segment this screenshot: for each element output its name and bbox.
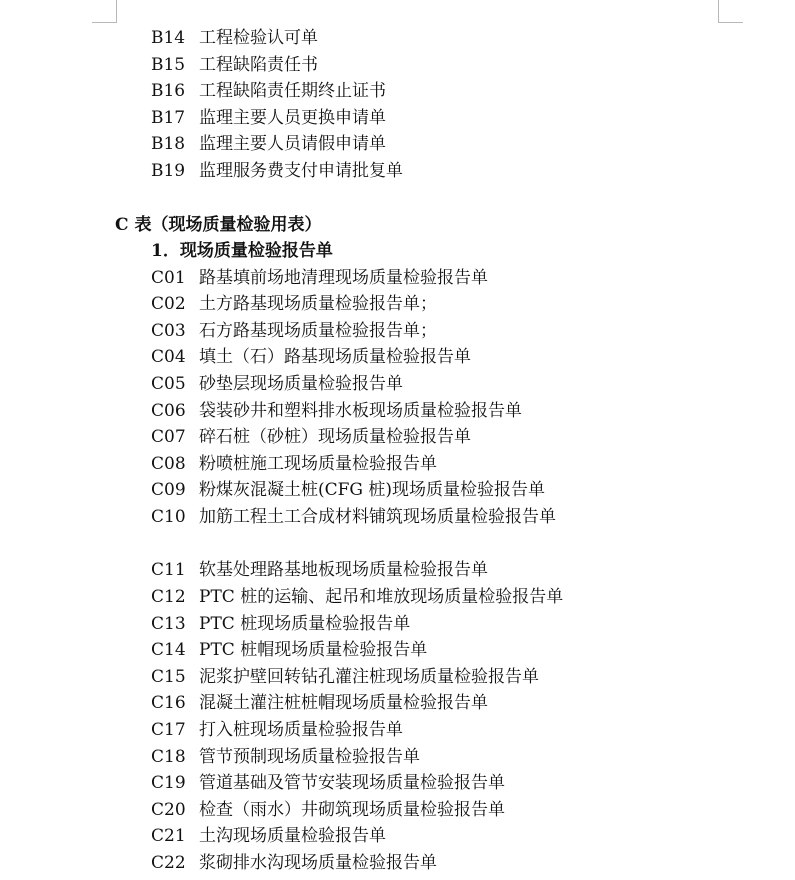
item-label: 填土（石）路基现场质量检验报告单 bbox=[199, 347, 471, 367]
list-item bbox=[151, 78, 386, 104]
item-label: 粉喷桩施工现场质量检验报告单 bbox=[199, 454, 437, 474]
subsection-heading: 1．现场质量检验报告单 bbox=[151, 241, 333, 261]
item-label: 石方路基现场质量检验报告单； bbox=[199, 321, 437, 341]
list-item bbox=[151, 344, 471, 370]
item-code: C14 bbox=[151, 640, 186, 660]
list-item bbox=[151, 451, 437, 477]
item-code: C10 bbox=[151, 507, 186, 527]
item-label: 工程缺陷责任期终止证书 bbox=[199, 81, 386, 101]
item-label: 监理主要人员更换申请单 bbox=[199, 108, 386, 128]
item-code: C11 bbox=[151, 560, 186, 580]
item-label: 泥浆护壁回转钻孔灌注桩现场质量检验报告单 bbox=[199, 667, 539, 687]
item-code: C07 bbox=[151, 427, 186, 447]
list-item bbox=[151, 611, 410, 637]
list-item bbox=[151, 318, 437, 344]
item-label: 碎石桩（砂桩）现场质量检验报告单 bbox=[199, 427, 471, 447]
item-code: C18 bbox=[151, 747, 186, 767]
item-label: 粉煤灰混凝土桩(CFG 桩)现场质量检验报告单 bbox=[199, 480, 546, 500]
list-item bbox=[151, 744, 420, 770]
list-item bbox=[151, 265, 488, 291]
item-label: 砂垫层现场质量检验报告单 bbox=[199, 374, 403, 394]
list-item bbox=[151, 131, 386, 157]
item-label: PTC 桩帽现场质量检验报告单 bbox=[199, 640, 428, 660]
item-label: 加筋工程土工合成材料铺筑现场质量检验报告单 bbox=[199, 507, 556, 527]
list-item bbox=[151, 637, 427, 663]
list-item bbox=[151, 664, 539, 690]
item-label: PTC 桩现场质量检验报告单 bbox=[199, 614, 411, 634]
item-code: C05 bbox=[151, 374, 186, 394]
item-code: C03 bbox=[151, 321, 186, 341]
list-item bbox=[151, 371, 403, 397]
item-label: 土沟现场质量检验报告单 bbox=[199, 826, 386, 846]
item-label: 袋装砂井和塑料排水板现场质量检验报告单 bbox=[199, 401, 522, 421]
item-label: 打入桩现场质量检验报告单 bbox=[199, 720, 403, 740]
list-item bbox=[151, 105, 386, 131]
list-item bbox=[151, 850, 437, 876]
item-label: 混凝土灌注桩桩帽现场质量检验报告单 bbox=[199, 693, 488, 713]
item-code: C09 bbox=[151, 480, 186, 500]
page-corner-mark-right bbox=[718, 0, 743, 23]
item-label: 监理服务费支付申请批复单 bbox=[199, 161, 403, 181]
list-item bbox=[151, 291, 437, 317]
item-code: B16 bbox=[151, 81, 186, 101]
item-code: B19 bbox=[151, 161, 186, 181]
item-label: 工程缺陷责任书 bbox=[199, 55, 318, 75]
item-code: C16 bbox=[151, 693, 186, 713]
item-code: C13 bbox=[151, 614, 186, 634]
item-label: 检查（雨水）井砌筑现场质量检验报告单 bbox=[199, 800, 505, 820]
item-label: 监理主要人员请假申请单 bbox=[199, 134, 386, 154]
item-code: C12 bbox=[151, 587, 186, 607]
list-item bbox=[151, 477, 545, 503]
list-item bbox=[151, 690, 488, 716]
item-code: C19 bbox=[151, 773, 186, 793]
item-label: 管道基础及管节安装现场质量检验报告单 bbox=[199, 773, 505, 793]
list-item bbox=[151, 770, 505, 796]
item-code: C02 bbox=[151, 294, 186, 314]
item-code: B18 bbox=[151, 134, 186, 154]
item-code: C15 bbox=[151, 667, 186, 687]
list-item bbox=[151, 717, 403, 743]
item-code: C21 bbox=[151, 826, 186, 846]
item-code: C20 bbox=[151, 800, 186, 820]
item-label: 土方路基现场质量检验报告单； bbox=[199, 294, 437, 314]
list-item bbox=[151, 424, 471, 450]
list-item bbox=[151, 52, 318, 78]
list-item bbox=[151, 797, 505, 823]
item-label: 管节预制现场质量检验报告单 bbox=[199, 747, 420, 767]
item-code: C06 bbox=[151, 401, 186, 421]
item-label: 软基处理路基地板现场质量检验报告单 bbox=[199, 560, 488, 580]
list-item bbox=[151, 823, 386, 849]
item-label: PTC 桩的运输、起吊和堆放现场质量检验报告单 bbox=[199, 587, 564, 607]
item-code: C17 bbox=[151, 720, 186, 740]
item-code: C04 bbox=[151, 347, 186, 367]
item-label: 浆砌排水沟现场质量检验报告单 bbox=[199, 853, 437, 873]
list-item bbox=[151, 504, 556, 530]
item-code: C08 bbox=[151, 454, 186, 474]
list-item bbox=[151, 158, 403, 184]
list-item bbox=[151, 25, 318, 51]
item-code: B14 bbox=[151, 28, 186, 48]
section-c-heading: C 表（现场质量检验用表） bbox=[115, 215, 322, 235]
list-item bbox=[151, 557, 488, 583]
item-code: C01 bbox=[151, 268, 186, 288]
item-code: C22 bbox=[151, 853, 186, 873]
item-code: B15 bbox=[151, 55, 186, 75]
item-code: B17 bbox=[151, 108, 186, 128]
item-label: 路基填前场地清理现场质量检验报告单 bbox=[199, 268, 488, 288]
list-item bbox=[151, 398, 522, 424]
item-label: 工程检验认可单 bbox=[199, 28, 318, 48]
page-corner-mark-left bbox=[92, 0, 117, 23]
list-item bbox=[151, 584, 563, 610]
